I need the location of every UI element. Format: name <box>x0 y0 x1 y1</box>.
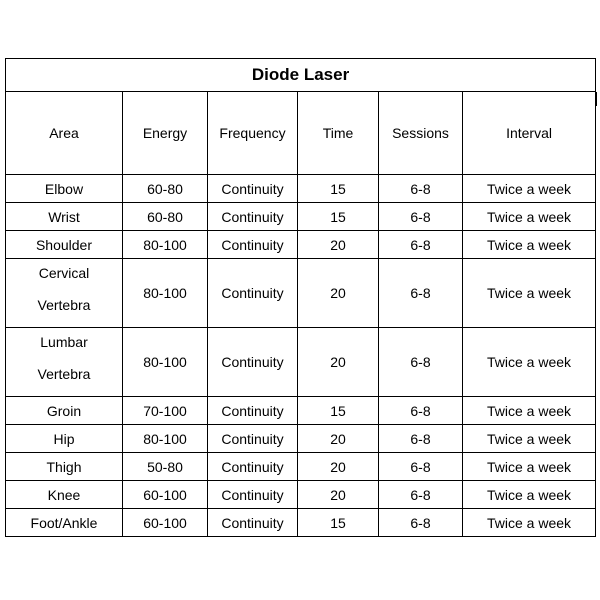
cell-frequency: Continuity <box>208 397 298 425</box>
cell-area: Shoulder <box>6 231 123 259</box>
cell-frequency: Continuity <box>208 203 298 231</box>
cell-interval: Twice a week <box>463 259 596 328</box>
table-row <box>6 453 596 481</box>
table-row <box>6 397 596 425</box>
cell-frequency: Continuity <box>208 328 298 397</box>
table-row <box>6 259 596 328</box>
cell-interval: Twice a week <box>463 397 596 425</box>
cell-area: Knee <box>6 481 123 509</box>
cell-frequency: Continuity <box>208 509 298 537</box>
cell-time: 20 <box>298 259 379 328</box>
cell-sessions: 6-8 <box>379 509 463 537</box>
cell-energy: 60-80 <box>123 175 208 203</box>
cell-interval: Twice a week <box>463 425 596 453</box>
table-body <box>6 175 596 537</box>
cell-time: 15 <box>298 509 379 537</box>
table-row <box>6 175 596 203</box>
cell-sessions: 6-8 <box>379 425 463 453</box>
table-header-row <box>6 92 596 175</box>
table-row <box>6 481 596 509</box>
cell-frequency: Continuity <box>208 425 298 453</box>
cell-energy: 50-80 <box>123 453 208 481</box>
cell-energy: 70-100 <box>123 397 208 425</box>
cell-energy: 80-100 <box>123 259 208 328</box>
header-energy: Energy <box>123 92 208 175</box>
cell-interval: Twice a week <box>463 453 596 481</box>
cell-energy: 80-100 <box>123 231 208 259</box>
cell-interval: Twice a week <box>463 481 596 509</box>
margin-mark <box>595 92 597 106</box>
cell-energy: 80-100 <box>123 328 208 397</box>
cell-time: 20 <box>298 231 379 259</box>
cell-time: 15 <box>298 397 379 425</box>
cell-area: Thigh <box>6 453 123 481</box>
header-area: Area <box>6 92 123 175</box>
cell-frequency: Continuity <box>208 175 298 203</box>
table-row <box>6 328 596 397</box>
area-label-line1: Cervical <box>38 265 90 281</box>
cell-area: Hip <box>6 425 123 453</box>
area-label-line2: Vertebra <box>37 366 91 382</box>
cell-time: 20 <box>298 328 379 397</box>
cell-area: Wrist <box>6 203 123 231</box>
cell-interval: Twice a week <box>463 203 596 231</box>
cell-energy: 60-100 <box>123 481 208 509</box>
cell-time: 20 <box>298 425 379 453</box>
cell-interval: Twice a week <box>463 231 596 259</box>
cell-energy: 60-80 <box>123 203 208 231</box>
cell-energy: 80-100 <box>123 425 208 453</box>
cell-area: Groin <box>6 397 123 425</box>
cell-area: Foot/Ankle <box>6 509 123 537</box>
header-time: Time <box>298 92 379 175</box>
area-label <box>6 334 122 390</box>
table-row <box>6 231 596 259</box>
cell-frequency: Continuity <box>208 481 298 509</box>
cell-sessions: 6-8 <box>379 231 463 259</box>
cell-frequency: Continuity <box>208 259 298 328</box>
cell-sessions: 6-8 <box>379 259 463 328</box>
cell-frequency: Continuity <box>208 453 298 481</box>
cell-frequency: Continuity <box>208 231 298 259</box>
diode-laser-table <box>5 58 596 537</box>
header-frequency: Frequency <box>208 92 298 175</box>
table-title: Diode Laser <box>6 59 596 92</box>
area-label-line1: Lumbar <box>40 334 88 350</box>
cell-area: Elbow <box>6 175 123 203</box>
cell-interval: Twice a week <box>463 328 596 397</box>
cell-interval: Twice a week <box>463 175 596 203</box>
table-row <box>6 425 596 453</box>
cell-sessions: 6-8 <box>379 175 463 203</box>
cell-energy: 60-100 <box>123 509 208 537</box>
cell-sessions: 6-8 <box>379 397 463 425</box>
header-interval: Interval <box>463 92 596 175</box>
area-label-line2: Vertebra <box>37 297 91 313</box>
cell-interval: Twice a week <box>463 509 596 537</box>
cell-time: 20 <box>298 481 379 509</box>
cell-area <box>6 259 123 328</box>
area-label <box>6 265 122 321</box>
cell-sessions: 6-8 <box>379 328 463 397</box>
header-sessions: Sessions <box>379 92 463 175</box>
table-title-row <box>6 59 596 92</box>
table-row <box>6 509 596 537</box>
cell-sessions: 6-8 <box>379 453 463 481</box>
cell-time: 20 <box>298 453 379 481</box>
cell-time: 15 <box>298 175 379 203</box>
table-row <box>6 203 596 231</box>
cell-time: 15 <box>298 203 379 231</box>
cell-sessions: 6-8 <box>379 481 463 509</box>
cell-sessions: 6-8 <box>379 203 463 231</box>
cell-area <box>6 328 123 397</box>
